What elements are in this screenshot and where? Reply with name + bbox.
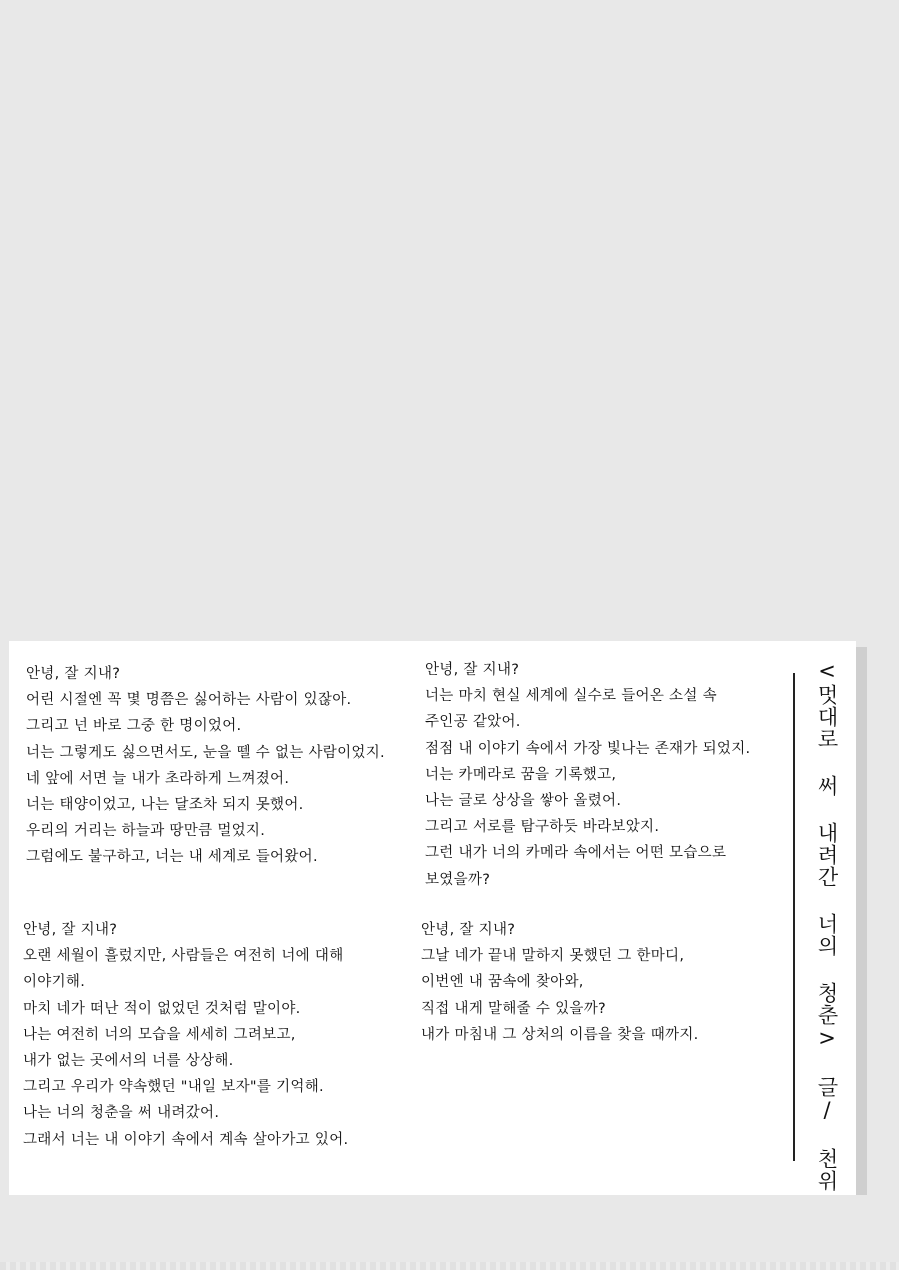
poem-line: 안녕, 잘 지내? [425, 662, 520, 678]
poem-line: 오랜 세월이 흘렀지만, 사람들은 여전히 너에 대해 [23, 948, 344, 965]
vertical-divider [793, 673, 795, 1161]
poem-line: 그날 네가 끝내 말하지 못했던 그 한마디, [421, 948, 685, 965]
poem-line: 그리고 서로를 탐구하듯 바라보았지. [425, 819, 660, 836]
poem-line: 주인공 같았어. [425, 714, 521, 731]
poem-line: 그럼에도 불구하고, 너는 내 세계로 들어왔어. [26, 849, 318, 866]
poem-line: 이번엔 내 꿈속에 찾아와, [421, 974, 584, 991]
poem-line: 내가 없는 곳에서의 너를 상상해. [23, 1053, 234, 1070]
poem-line: 안녕, 잘 지내? [421, 922, 516, 938]
poem-block-2 [425, 657, 750, 893]
poem-line: 우리의 거리는 하늘과 땅만큼 멀었지. [26, 823, 266, 840]
poem-line: 그래서 너는 내 이야기 속에서 계속 살아가고 있어. [23, 1131, 349, 1148]
poem-block-1 [26, 661, 385, 871]
side-title: <멋대로 써 내려간 너의 청춘> 글/ 천위 [815, 659, 839, 1192]
poem-line: 너는 그렇게도 싫으면서도, 눈을 뗄 수 없는 사람이었지. [26, 744, 385, 761]
poem-line: 이야기해. [23, 974, 86, 991]
poem-line: 안녕, 잘 지내? [23, 922, 118, 938]
poem-line: 나는 글로 상상을 쌓아 올렸어. [425, 793, 622, 810]
poem-line: 마치 네가 떠난 적이 없었던 것처럼 말이야. [23, 1000, 301, 1017]
poem-line: 나는 너의 청춘을 써 내려갔어. [23, 1105, 220, 1122]
bottom-edge-strip [0, 1262, 899, 1270]
poem-line: 보였을까? [425, 871, 491, 888]
poem-line: 그리고 우리가 약속했던 "내일 보자"를 기억해. [23, 1079, 324, 1096]
poem-line: 너는 카메라로 꿈을 기록했고, [425, 766, 617, 783]
poem-line: 그런 내가 너의 카메라 속에서는 어떤 모습으로 [425, 845, 727, 862]
poem-block-3 [23, 917, 348, 1153]
poem-line: 안녕, 잘 지내? [26, 666, 121, 682]
poem-line: 너는 태양이었고, 나는 달조차 되지 못했어. [26, 797, 304, 814]
poem-line: 점점 내 이야기 속에서 가장 빛나는 존재가 되었지. [425, 740, 751, 757]
poem-block-4 [421, 917, 699, 1048]
poem-line: 어린 시절엔 꼭 몇 명쯤은 싫어하는 사람이 있잖아. [26, 692, 352, 709]
poem-card [9, 641, 856, 1195]
poem-line: 그리고 넌 바로 그중 한 명이었어. [26, 718, 242, 735]
poem-line: 직접 내게 말해줄 수 있을까? [421, 1000, 607, 1017]
poem-line: 나는 여전히 너의 모습을 세세히 그려보고, [23, 1026, 296, 1043]
poem-line: 내가 마침내 그 상처의 이름을 찾을 때까지. [421, 1026, 699, 1043]
poem-line: 너는 마치 현실 세계에 실수로 들어온 소설 속 [425, 688, 717, 705]
poem-line: 네 앞에 서면 늘 내가 초라하게 느껴졌어. [26, 770, 290, 787]
